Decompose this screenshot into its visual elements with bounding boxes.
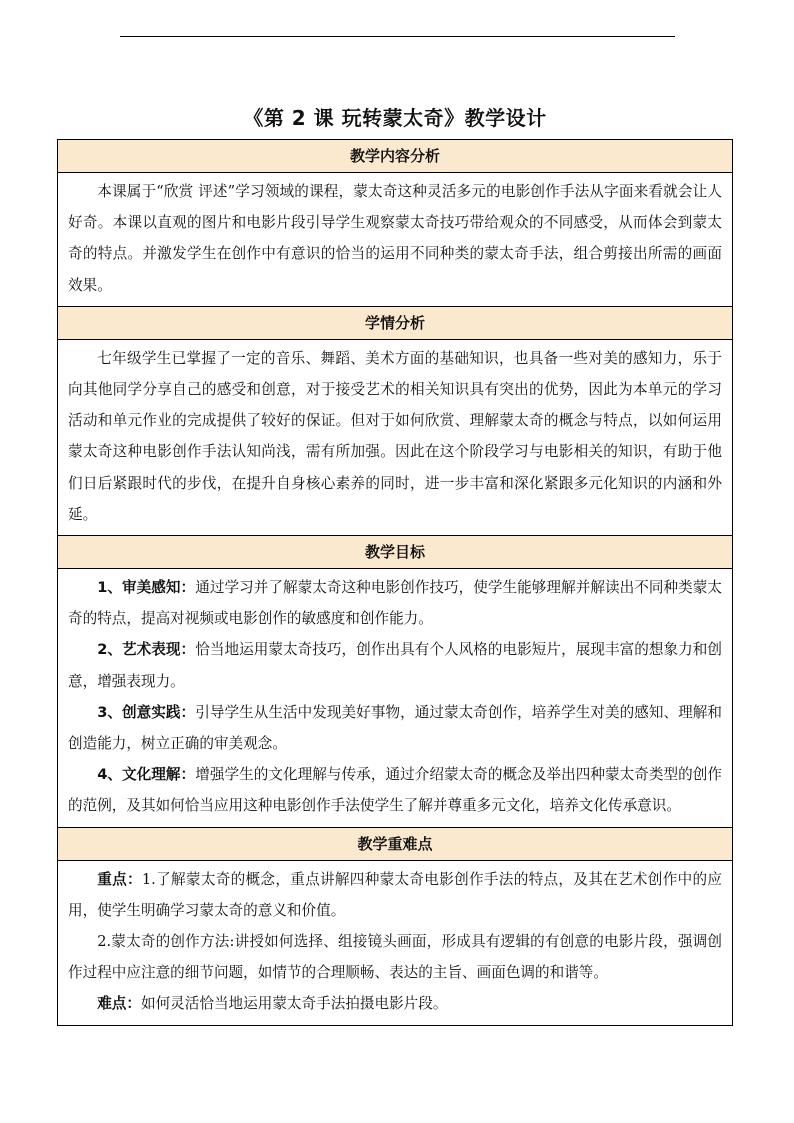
section-body-learner-analysis xyxy=(58,340,732,536)
paragraph xyxy=(68,176,722,301)
section-heading-learner-analysis: 学情分析 xyxy=(58,307,732,340)
key-point-label: 重点： xyxy=(97,870,142,888)
section-heading-key-difficult-points: 教学重难点 xyxy=(58,828,732,861)
goal-label: 4、文化理解： xyxy=(97,766,196,784)
goal-label: 1、审美感知： xyxy=(97,579,196,597)
document-title: 《第 2 课 玩转蒙太奇》教学设计 xyxy=(243,106,547,130)
goal-item xyxy=(68,572,722,634)
goal-item xyxy=(68,697,722,759)
section-heading-teaching-goals: 教学目标 xyxy=(58,536,732,569)
difficult-point-item xyxy=(68,988,722,1019)
difficult-point-label: 难点： xyxy=(97,995,141,1013)
paragraph-text: 本课属于“欣赏 评述”学习领域的课程，蒙太奇这种灵活多元的电影创作手法从字面来看就会让人好奇。本课以直观的图片和电影片段引导学生观察蒙太奇技巧带给观众的不同感受，从而体会到蒙太奇的特点。并激发学生在创作中有意识的恰当的运用不同种类的蒙太奇手法，组合剪接出所需的画面效果。 xyxy=(68,183,722,294)
header-rule xyxy=(120,36,675,37)
goal-text: 恰当地运用蒙太奇技巧，创作出具有个人风格的电影短片，展现丰富的想象力和创意，增强表现力。 xyxy=(68,641,723,690)
goal-text: 增强学生的文化理解与传承，通过介绍蒙太奇的概念及举出四种蒙太奇类型的创作的范例，及其如何恰当应用这种电影创作手法使学生了解并尊重多元文化，培养文化传承意识。 xyxy=(68,766,723,815)
difficult-point-text: 如何灵活恰当地运用蒙太奇手法拍摄电影片段。 xyxy=(140,995,448,1013)
section-heading-content-analysis: 教学内容分析 xyxy=(58,140,732,173)
section-body-teaching-goals xyxy=(58,569,732,828)
section-body-content-analysis xyxy=(58,173,732,307)
goal-label: 2、艺术表现： xyxy=(97,641,196,659)
paragraph xyxy=(68,343,722,530)
goal-item xyxy=(68,634,722,696)
paragraph-text: 七年级学生已掌握了一定的音乐、舞蹈、美术方面的基础知识，也具备一些对美的感知力，乐于向其他同学分享自己的感受和创意，对于接受艺术的相关知识具有突出的优势，因此为本单元的学习活动和单元作业的完成提供了较好的保证。但对于如何欣赏、理解蒙太奇的概念与特点，以如何运用蒙太奇这种电影创作手法认知尚浅，需有所加强。因此在这个阶段学习与电影相关的知识，有助于他们日后紧跟时代的步伐，在提升自身核心素养的同时，进一步丰富和深化紧跟多元化知识的内涵和外延。 xyxy=(68,349,722,523)
goal-item xyxy=(68,759,722,821)
goal-text: 通过学习并了解蒙太奇这种电影创作技巧，使学生能够理解并解读出不同种类蒙太奇的特点，提高对视频或电影创作的敏感度和创作能力。 xyxy=(68,579,723,628)
key-point-text: 2.蒙太奇的创作方法:讲授如何选择、组接镜头画面，形成具有逻辑的有创意的电影片段，强调创作过程中应注意的细节问题，如情节的合理顺畅、表达的主旨、画面色调的和谐等。 xyxy=(68,933,722,982)
lesson-design-table xyxy=(57,139,733,1026)
goal-text: 引导学生从生活中发现美好事物，通过蒙太奇创作，培养学生对美的感知、理解和创造能力，树立正确的审美观念。 xyxy=(68,703,723,753)
key-point-text: 1.了解蒙太奇的概念，重点讲解四种蒙太奇电影创作手法的特点，及其在艺术创作中的应用，使学生明确学习蒙太奇的意义和价值。 xyxy=(68,870,722,919)
goal-label: 3、创意实践： xyxy=(97,703,196,721)
section-body-key-difficult-points xyxy=(58,861,732,1025)
key-point-item xyxy=(68,926,722,988)
key-point-item xyxy=(68,864,722,926)
